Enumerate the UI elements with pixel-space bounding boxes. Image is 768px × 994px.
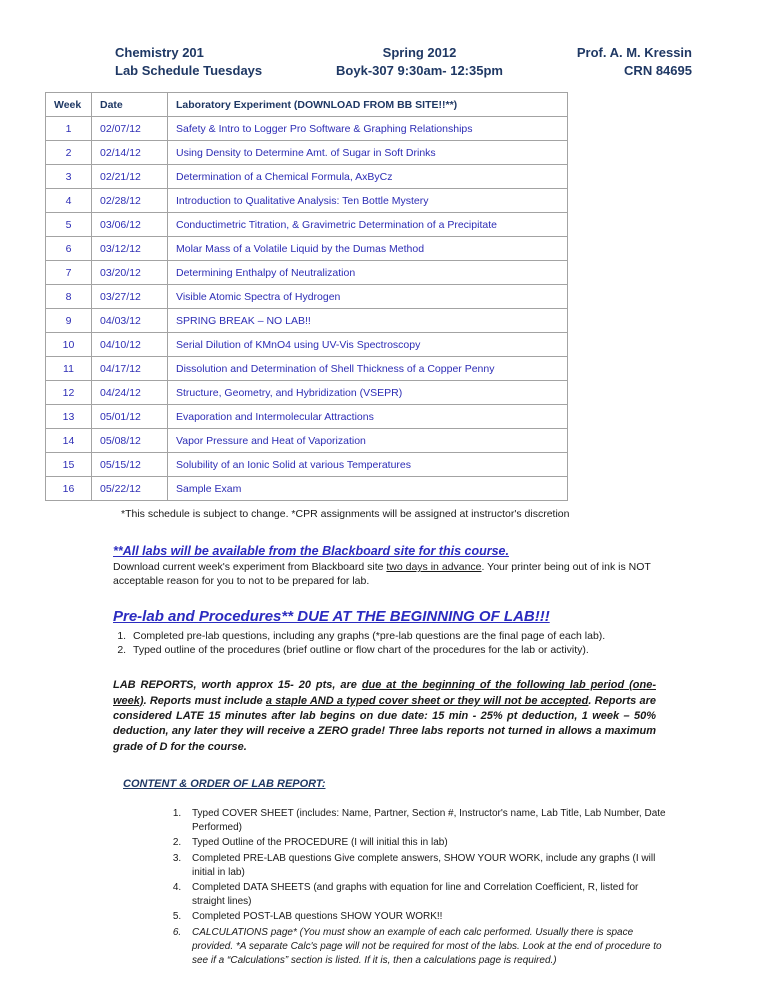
experiment-cell: Determination of a Chemical Formula, AxByCz <box>168 165 568 189</box>
date-cell: 04/24/12 <box>92 381 168 405</box>
date-cell: 05/15/12 <box>92 453 168 477</box>
lab-schedule-table <box>45 92 568 501</box>
date-cell: 05/22/12 <box>92 477 168 501</box>
experiment-cell: Structure, Geometry, and Hybridization (VSEPR) <box>168 381 568 405</box>
report-content-item: 2. Typed Outline of the PROCEDURE (I will initial this in lab) <box>184 836 668 850</box>
week-cell: 13 <box>46 405 92 429</box>
table-row <box>46 189 568 213</box>
week-cell: 5 <box>46 213 92 237</box>
report-content-item: 4. Completed DATA SHEETS (and graphs with equation for line and Correlation Coefficient, R, listed for straight lines) <box>184 881 668 909</box>
table-body <box>46 117 568 501</box>
schedule-title: Lab Schedule Tuesdays <box>115 62 263 78</box>
table-row <box>46 405 568 429</box>
report-content-item: 5. Completed POST-LAB questions SHOW YOUR WORK!! <box>184 910 668 924</box>
experiment-cell: Introduction to Qualitative Analysis: Ten Bottle Mystery <box>168 189 568 213</box>
week-cell: 14 <box>46 429 92 453</box>
date-cell: 02/21/12 <box>92 165 168 189</box>
week-cell: 11 <box>46 357 92 381</box>
experiment-cell: Determining Enthalpy of Neutralization <box>168 261 568 285</box>
experiment-cell: Conductimetric Titration, & Gravimetric Determination of a Precipitate <box>168 213 568 237</box>
table-header-row <box>46 93 568 117</box>
date-cell: 04/17/12 <box>92 357 168 381</box>
week-cell: 7 <box>46 261 92 285</box>
experiment-cell: Safety & Intro to Logger Pro Software & Graphing Relationships <box>168 117 568 141</box>
table-row <box>46 213 568 237</box>
table-row <box>46 261 568 285</box>
experiment-cell: Sample Exam <box>168 477 568 501</box>
report-content-item: 3. Completed PRE-LAB questions Give complete answers, SHOW YOUR WORK, include any graphs (I will initial in lab) <box>184 852 668 880</box>
table-row <box>46 165 568 189</box>
date-cell: 03/06/12 <box>92 213 168 237</box>
table-row <box>46 357 568 381</box>
week-cell: 4 <box>46 189 92 213</box>
schedule-footnote: *This schedule is subject to change. *CPR assignments will be assigned at instructor's discretion <box>121 508 570 521</box>
term-label: Spring 2012 <box>382 45 457 60</box>
date-cell: 03/27/12 <box>92 285 168 309</box>
prelab-item: 2. Typed outline of the procedures (brief outline or flow chart of the procedures for the lab or activity). <box>129 643 678 657</box>
experiment-cell: Using Density to Determine Amt. of Sugar in Soft Drinks <box>168 141 568 165</box>
week-cell: 12 <box>46 381 92 405</box>
week-cell: 3 <box>46 165 92 189</box>
experiment-cell: Evaporation and Intermolecular Attractions <box>168 405 568 429</box>
date-cell: 03/12/12 <box>92 237 168 261</box>
experiment-cell: Dissolution and Determination of Shell Thickness of a Copper Penny <box>168 357 568 381</box>
date-cell: 04/03/12 <box>92 309 168 333</box>
crn-label: CRN 84695 <box>624 62 692 78</box>
prelab-heading: Pre-lab and Procedures** DUE AT THE BEGINNING OF LAB!!! <box>113 607 550 625</box>
date-cell: 02/14/12 <box>92 141 168 165</box>
date-cell: 05/01/12 <box>92 405 168 429</box>
blackboard-note: Download current week's experiment from Blackboard site two days in advance. Your printer being out of ink is NOT acceptable reason for you to not to be prepared for lab. <box>113 561 651 587</box>
week-cell: 2 <box>46 141 92 165</box>
experiment-column-header: Laboratory Experiment (DOWNLOAD FROM BB SITE!!**) <box>168 93 568 117</box>
experiment-cell: Vapor Pressure and Heat of Vaporization <box>168 429 568 453</box>
report-content-item: 1. Typed COVER SHEET (includes: Name, Partner, Section #, Instructor's name, Lab Title, Lab Number, Date Performed) <box>184 807 668 835</box>
course-title: Chemistry 201 <box>115 45 204 60</box>
week-cell: 1 <box>46 117 92 141</box>
lab-reports-policy: LAB REPORTS, worth approx 15- 20 pts, are due at the beginning of the following lab period (one-week). Reports must include a staple AND a typed cover sheet or they will not be accepted. Reports are considered LATE 15 minutes after lab begins on due date: 15 min - 25% pt deduction, 1 week – 50% deduction, any later they will receive a ZERO grade! Three labs reports not turned in allows a maximum grade of D for the course. <box>113 679 656 753</box>
table-row <box>46 117 568 141</box>
header-left-block <box>115 44 262 79</box>
table-row <box>46 453 568 477</box>
week-cell: 10 <box>46 333 92 357</box>
table-row <box>46 237 568 261</box>
date-cell: 02/28/12 <box>92 189 168 213</box>
header-right-block <box>577 44 692 79</box>
date-cell: 04/10/12 <box>92 333 168 357</box>
prelab-item: 1. Completed pre-lab questions, including any graphs (*pre-lab questions are the final page of each lab). <box>129 629 678 643</box>
document-header <box>115 44 692 79</box>
week-cell: 9 <box>46 309 92 333</box>
week-cell: 8 <box>46 285 92 309</box>
table-row <box>46 381 568 405</box>
table-row <box>46 309 568 333</box>
week-column-header: Week <box>46 93 92 117</box>
prelab-requirements-list <box>113 629 678 657</box>
experiment-cell: Solubility of an Ionic Solid at various Temperatures <box>168 453 568 477</box>
table-row <box>46 477 568 501</box>
report-content-list <box>152 807 668 968</box>
table-row <box>46 333 568 357</box>
week-cell: 15 <box>46 453 92 477</box>
blackboard-heading: **All labs will be available from the Blackboard site for this course. <box>113 544 509 559</box>
table-row <box>46 141 568 165</box>
location-time-label: Boyk-307 9:30am- 12:35pm <box>336 62 503 78</box>
week-cell: 16 <box>46 477 92 501</box>
table-row <box>46 285 568 309</box>
week-cell: 6 <box>46 237 92 261</box>
report-content-heading: CONTENT & ORDER OF LAB REPORT: <box>123 778 326 791</box>
professor-name: Prof. A. M. Kressin <box>576 45 692 60</box>
header-center-block <box>336 44 503 79</box>
table-row <box>46 429 568 453</box>
date-cell: 05/08/12 <box>92 429 168 453</box>
date-cell: 03/20/12 <box>92 261 168 285</box>
experiment-cell: Serial Dilution of KMnO4 using UV-Vis Spectroscopy <box>168 333 568 357</box>
date-column-header: Date <box>92 93 168 117</box>
experiment-cell: Molar Mass of a Volatile Liquid by the Dumas Method <box>168 237 568 261</box>
report-content-item: 6. CALCULATIONS page* (You must show an example of each calc performed. Usually there is space provided. *A separate Calc's page will not be required for most of the labs. Look at the end of procedure to see if a “Calculations” section is listed. If it is, then a calculations page is required.) <box>184 926 668 969</box>
experiment-cell: SPRING BREAK – NO LAB!! <box>168 309 568 333</box>
experiment-cell: Visible Atomic Spectra of Hydrogen <box>168 285 568 309</box>
date-cell: 02/07/12 <box>92 117 168 141</box>
